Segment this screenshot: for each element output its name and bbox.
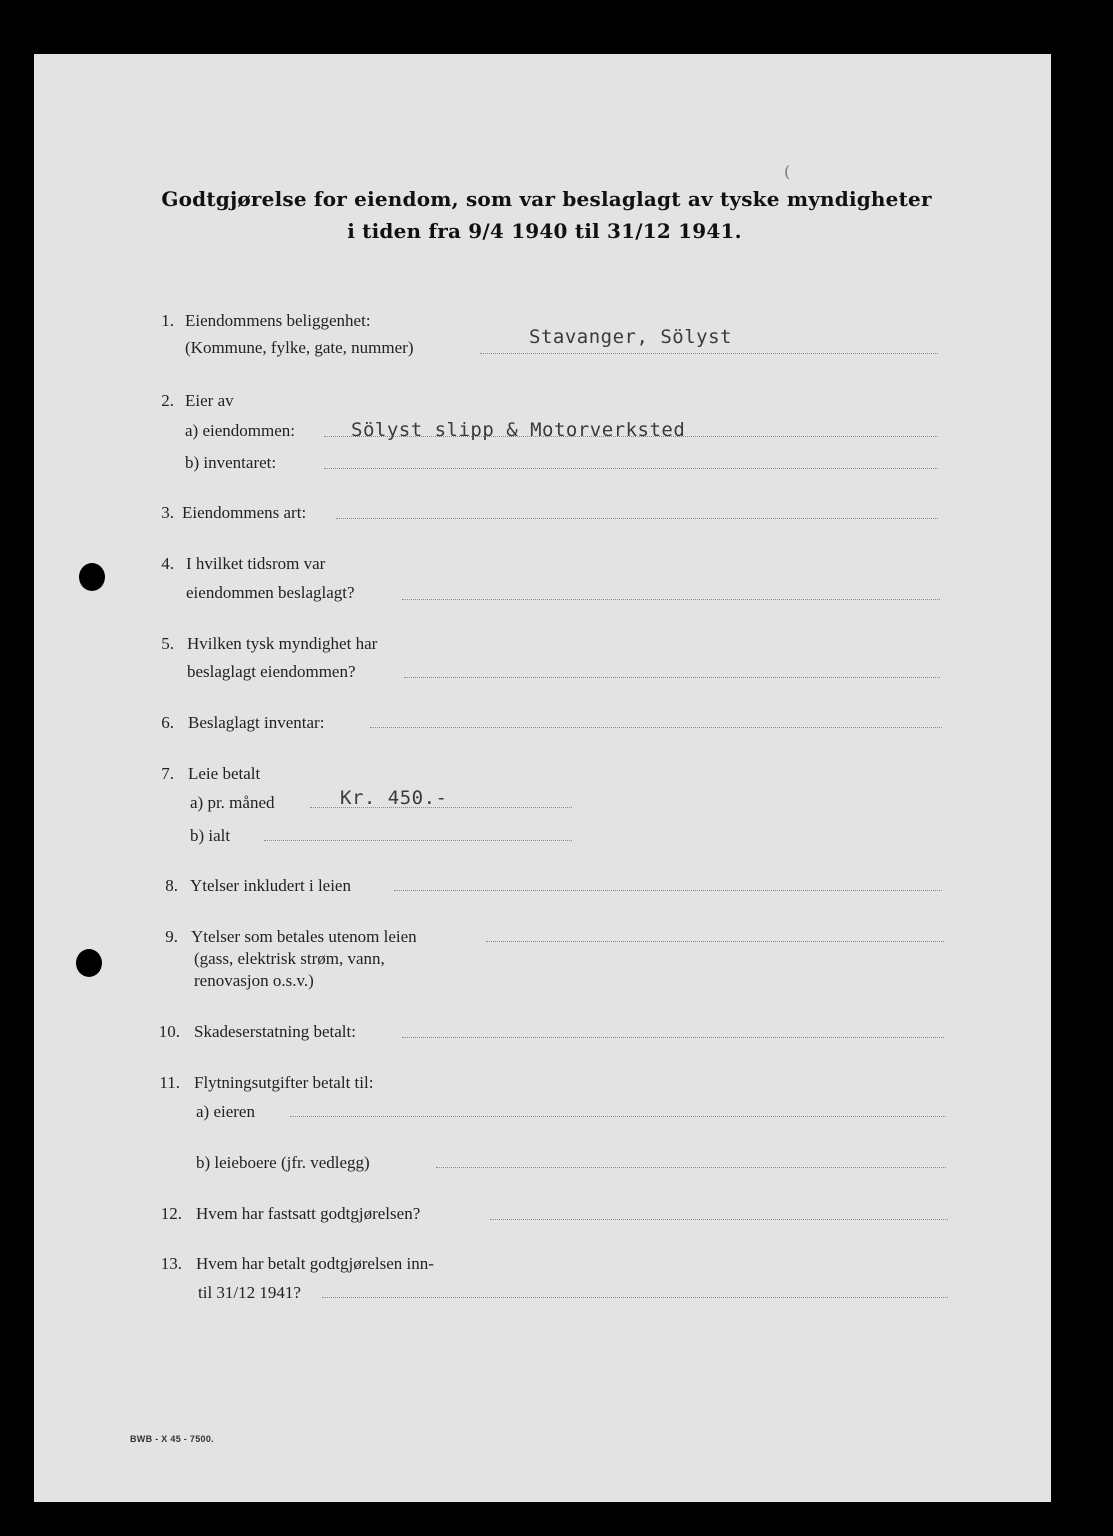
item-1-typed-answer: Stavanger, Sölyst	[529, 326, 732, 348]
item-12-label: Hvem har fastsatt godtgjørelsen?	[196, 1204, 421, 1223]
item-8-answer-line	[394, 890, 942, 891]
print-code-footer: BWB - X 45 - 7500.	[130, 1434, 214, 1444]
item-2a-typed-answer: Sölyst slipp & Motorverksted	[351, 419, 686, 441]
item-9-label: Ytelser som betales utenom leien	[191, 927, 417, 946]
item-4-number: 4.	[161, 554, 174, 573]
item-11b-label: b) leieboere (jfr. vedlegg)	[196, 1153, 370, 1172]
item-5-label-cont: beslaglagt eiendommen?	[187, 662, 356, 681]
item-4-label: I hvilket tidsrom var	[186, 554, 326, 573]
item-6-label: Beslaglagt inventar:	[188, 713, 325, 732]
item-7a-label: a) pr. måned	[190, 793, 275, 812]
item-2-number: 2.	[161, 391, 174, 410]
item-11-number: 11.	[159, 1073, 180, 1092]
item-9-answer-line	[486, 941, 944, 942]
item-4-label-cont: eiendommen beslaglagt?	[186, 583, 355, 602]
item-11a-answer-line	[290, 1116, 946, 1117]
item-1-label: Eiendommens beliggenhet:	[185, 311, 371, 330]
item-5-answer-line	[404, 677, 940, 678]
item-2-label: Eier av	[185, 391, 234, 410]
item-13-label-cont: til 31/12 1941?	[198, 1283, 301, 1302]
punch-hole-bottom	[76, 949, 102, 977]
item-8-number: 8.	[165, 876, 178, 895]
item-2b-answer-line	[324, 468, 938, 469]
item-11a-label: a) eieren	[196, 1102, 255, 1121]
item-3-answer-line	[336, 518, 938, 519]
form-title-line-2: i tiden fra 9/4 1940 til 31/12 1941.	[347, 219, 742, 243]
item-7-number: 7.	[161, 764, 174, 783]
item-1-number: 1.	[161, 311, 174, 330]
item-9-number: 9.	[165, 927, 178, 946]
item-3-label: Eiendommens art:	[182, 503, 307, 522]
item-1-answer-line	[480, 353, 938, 354]
item-3-number: 3.	[161, 503, 174, 522]
item-12-number: 12.	[160, 1204, 182, 1223]
item-8-label: Ytelser inkludert i leien	[190, 876, 351, 895]
item-13-label: Hvem har betalt godtgjørelsen inn-	[196, 1254, 434, 1273]
item-9-note-line-2: renovasjon o.s.v.)	[194, 971, 314, 990]
item-7-label: Leie betalt	[188, 764, 261, 783]
punch-hole-top	[79, 563, 105, 591]
item-9-note-line-1: (gass, elektrisk strøm, vann,	[194, 949, 385, 968]
item-12-answer-line	[490, 1219, 948, 1220]
item-11-label: Flytningsutgifter betalt til:	[194, 1073, 374, 1092]
form-sheet	[34, 54, 1051, 1502]
item-7b-answer-line	[264, 840, 572, 841]
item-2a-label: a) eiendommen:	[185, 421, 295, 440]
item-10-number: 10.	[158, 1022, 180, 1041]
form-title-line-1: Godtgjørelse for eiendom, som var beslaglagt av tyske myndigheter	[161, 187, 932, 211]
ink-mark: (	[784, 162, 791, 181]
item-4-answer-line	[402, 599, 940, 600]
item-5-number: 5.	[161, 634, 174, 653]
item-5-label: Hvilken tysk myndighet har	[187, 634, 378, 653]
item-6-number: 6.	[161, 713, 174, 732]
item-10-label: Skadeserstatning betalt:	[194, 1022, 356, 1041]
item-1-sublabel: (Kommune, fylke, gate, nummer)	[185, 338, 414, 357]
item-13-number: 13.	[160, 1254, 182, 1273]
item-13-answer-line	[322, 1297, 948, 1298]
item-10-answer-line	[402, 1037, 944, 1038]
item-2b-label: b) inventaret:	[185, 453, 277, 472]
item-11b-answer-line	[436, 1167, 946, 1168]
item-7b-label: b) ialt	[190, 826, 231, 845]
item-7a-typed-answer: Kr. 450.-	[340, 787, 448, 809]
item-6-answer-line	[370, 727, 942, 728]
